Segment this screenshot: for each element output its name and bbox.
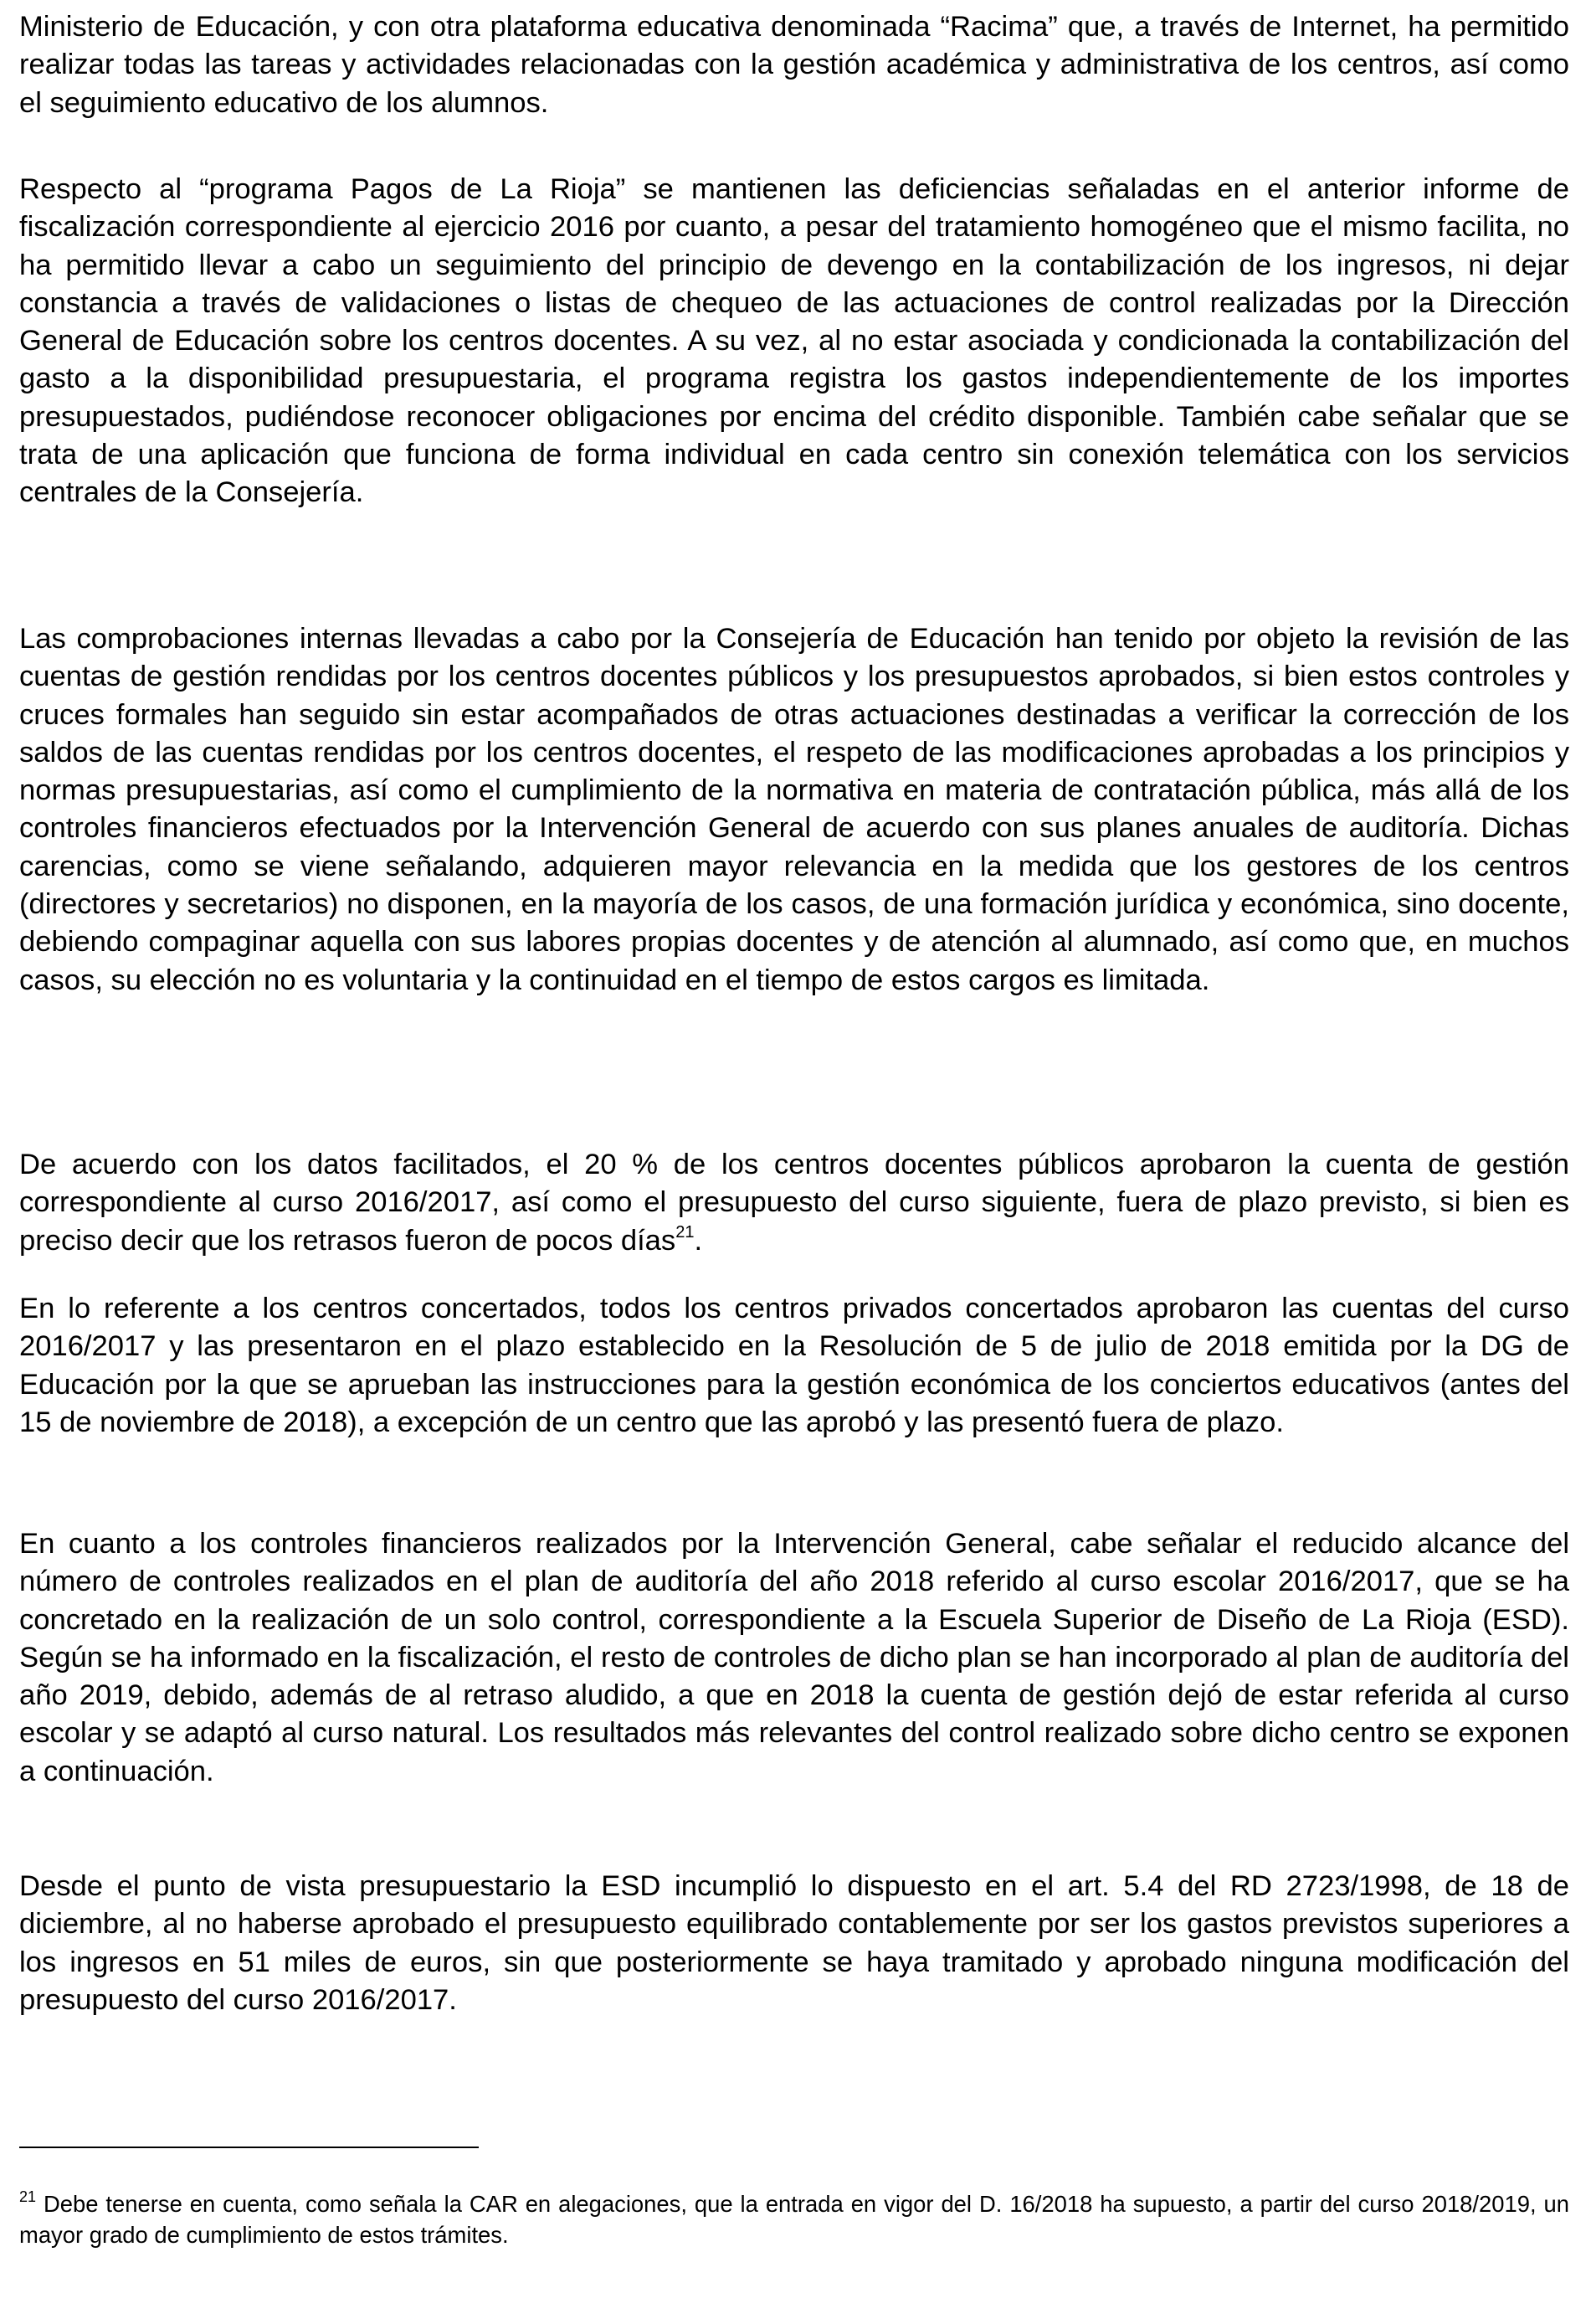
paragraph-concerted-centers: En lo referente a los centros concertados, todos los centros privados concertados aprobaron las cuentas del curso 2016/2017 y las presentaron en el plazo establecido en la Resolución de 5 de julio de 2018 emitida por la DG de Educación por la que se aprueban las instrucciones para la gestión económica de los conciertos educativos (antes del 15 de noviembre de 2018), a excepción de un centro que las aprobó y las presentó fuera de plazo. [19,1293,1569,1438]
paragraph-racima: Ministerio de Educación, y con otra plataforma educativa denominada “Racima” que, a través de Internet, ha permitido realizar todas las tareas y actividades relacionadas con la gestión académica y administrativa de los centros, así como el seguimiento educativo de los alumnos. [19,11,1569,119]
footnote-separator [19,2147,479,2148]
footnote [19,2188,1569,2250]
paragraph-late-approval-end: . [694,1224,703,1257]
paragraph-pagos-program: Respecto al “programa Pagos de La Rioja” se mantienen las deficiencias señaladas en el anterior informe de fiscalización correspondiente al ejercicio 2016 por cuanto, a pesar del tratamiento homogéneo que el mismo facilita, no ha permitido llevar a cabo un seguimiento del principio de devengo en la contabilización de los ingresos, ni dejar constancia a través de validaciones o listas de chequeo de las actuaciones de control realizadas por la Dirección General de Educación sobre los centros docentes. A su vez, al no estar asociada y condicionada la contabilización del gasto a la disponibilidad presupuestaria, el programa registra los gastos independientemente de los importes presupuestados, pudiéndose reconocer obligaciones por encima del crédito disponible. También cabe señalar que se trata de una aplicación que funciona de forma individual en cada centro sin conexión telemática con los servicios centrales de la Consejería. [19,173,1569,509]
paragraph-internal-checks: Las comprobaciones internas llevadas a cabo por la Consejería de Educación han tenido por objeto la revisión de las cuentas de gestión rendidas por los centros docentes públicos y los presupuestos aprobados, si bien estos controles y cruces formales han seguido sin estar acompañados de otras actuaciones destinadas a verificar la corrección de los saldos de las cuentas rendidas por los centros docentes, el respeto de las modificaciones aprobadas a los principios y normas presupuestarias, así como el cumplimiento de la normativa en materia de contratación pública, más allá de los controles financieros efectuados por la Intervención General de acuerdo con sus planes anuales de auditoría. Dichas carencias, como se viene señalando, adquieren mayor relevancia en la medida que los gestores de los centros (directores y secretarios) no disponen, en la mayoría de los casos, de una formación jurídica y económica, sino docente, debiendo compaginar aquella con sus labores propias docentes y de atención al alumnado, así como que, en muchos casos, su elección no es voluntaria y la continuidad en el tiempo de estos cargos es limitada. [19,623,1569,996]
paragraph-financial-controls: En cuanto a los controles financieros realizados por la Intervención General, cabe señalar el reducido alcance del número de controles realizados en el plan de auditoría del año 2018 referido al curso escolar 2016/2017, que se ha concretado en la realización de un solo control, correspondiente a la Escuela Superior de Diseño de La Rioja (ESD). Según se ha informado en la fiscalización, el resto de controles de dicho plan se han incorporado al plan de auditoría del año 2019, debido, además de al retraso aludido, a que en 2018 la cuenta de gestión dejó de estar referida al curso escolar y se adaptó al curso natural. Los resultados más relevantes del control realizado sobre dicho centro se exponen a continuación. [19,1528,1569,1787]
footnote-reference[interactable]: 21 [675,1223,695,1242]
footnote-text: Debe tenerse en cuenta, como señala la CAR en alegaciones, que la entrada en vigor del D. 16/2018 ha supuesto, a partir del curso 2018/2019, un mayor grado de cumplimiento de estos trámites. [19,2191,1569,2248]
footnote-number: 21 [19,2188,37,2205]
paragraph-budget-esd: Desde el punto de vista presupuestario la ESD incumplió lo dispuesto en el art. 5.4 del RD 2723/1998, de 18 de diciembre, al no haberse aprobado el presupuesto equilibrado contablemente por ser los gastos previstos superiores a los ingresos en 51 miles de euros, sin que posteriormente se haya tramitado y aprobado ninguna modificación del presupuesto del curso 2016/2017. [19,1870,1569,2016]
paragraph-late-approval-text: De acuerdo con los datos facilitados, el 20 % de los centros docentes públicos aprobaron la cuenta de gestión correspondiente al curso 2016/2017, así como el presupuesto del curso siguiente, fuera de plazo previsto, si bien es preciso decir que los retrasos fueron de pocos días [19,1149,1569,1257]
paragraph-late-approval [19,1146,1569,1260]
